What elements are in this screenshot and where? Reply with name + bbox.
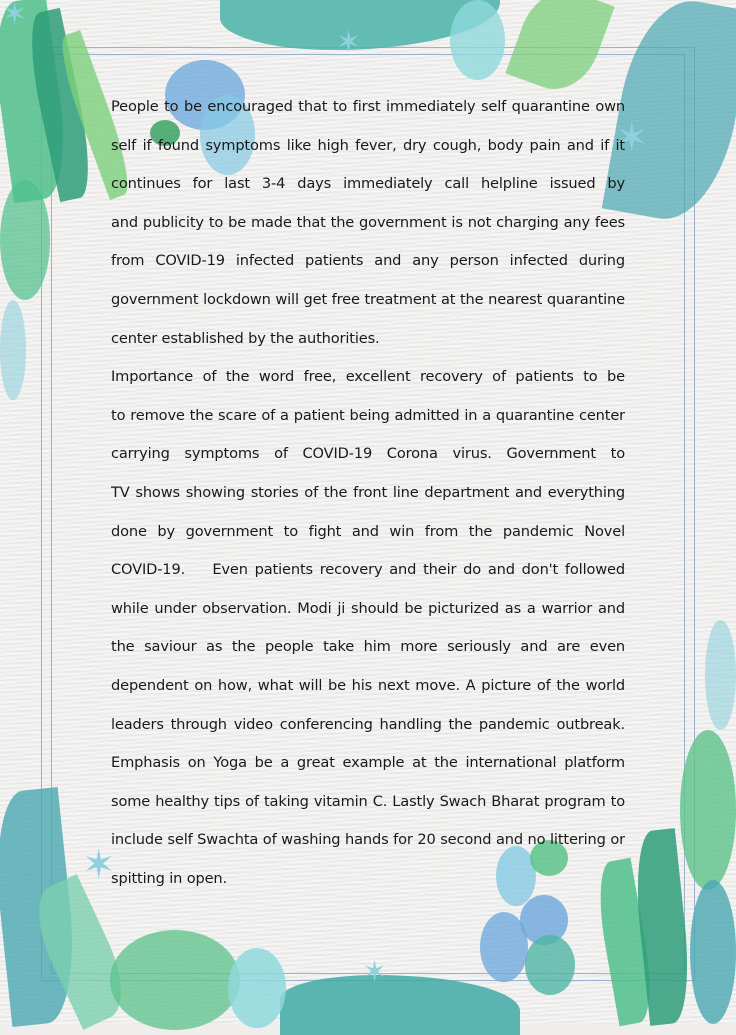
text-line: Importance of the word free, excellent recovery of patients to be xyxy=(111,368,625,386)
paragraph xyxy=(111,88,625,320)
leaf-icon xyxy=(110,930,240,1030)
text-line: dependent on how, what will be his next move. A picture of the world xyxy=(111,676,625,694)
leaf-icon xyxy=(705,620,736,730)
paragraph xyxy=(111,358,625,860)
text-line: carrying symptoms of COVID-19 Corona virus. Government to xyxy=(111,445,625,463)
star-flower-icon: ✶ xyxy=(336,26,362,59)
leaf-icon xyxy=(228,948,286,1028)
text-line: spitting in open. xyxy=(111,869,228,887)
star-flower-icon: ✶ xyxy=(615,116,649,160)
cactus-icon xyxy=(525,935,575,995)
text-line: and publicity to be made that the government is not charging any fees xyxy=(111,213,625,231)
text-line: leaders through video conferencing handling the pandemic outbreak. xyxy=(111,715,625,733)
text-line: some healthy tips of taking vitamin C. Lastly Swach Bharat program to xyxy=(111,792,625,810)
text-line: Emphasis on Yoga be a great example at the international platform xyxy=(111,754,625,772)
paragraph-end xyxy=(111,860,625,899)
text-line: the saviour as the people take him more seriously and are even xyxy=(111,638,625,656)
text-line: self if found symptoms like high fever, dry cough, body pain and if it xyxy=(111,136,625,154)
text-line: TV shows showing stories of the front line department and everything xyxy=(111,483,625,501)
paragraph-end xyxy=(111,320,625,359)
leaf-icon xyxy=(450,0,505,80)
star-flower-icon: ✶ xyxy=(362,956,388,989)
leaf-icon xyxy=(0,300,26,400)
text-line: center established by the authorities. xyxy=(111,329,380,347)
star-flower-icon: ✶ xyxy=(2,0,28,31)
star-flower-icon: ✶ xyxy=(82,843,116,887)
text-line: from COVID-19 infected patients and any person infected during xyxy=(111,252,625,270)
text-line: government lockdown will get free treatment at the nearest quarantine xyxy=(111,290,625,308)
text-line: include self Swachta of washing hands for 20 second and no littering or xyxy=(111,831,625,849)
text-line: continues for last 3-4 days immediately call helpline issued by xyxy=(111,175,625,193)
text-line: while under observation. Modi ji should be picturized as a warrior and xyxy=(111,599,625,617)
leaf-icon xyxy=(0,180,50,300)
text-line: People to be encouraged that to first immediately self quarantine own xyxy=(111,98,625,115)
document-body xyxy=(111,88,625,898)
text-line: to remove the scare of a patient being admitted in a quarantine center xyxy=(111,406,625,424)
text-line: done by government to fight and win from the pandemic Novel xyxy=(111,522,625,540)
leaf-icon xyxy=(680,730,736,890)
text-line: COVID-19. Even patients recovery and their do and don't followed xyxy=(111,561,625,579)
leaf-icon xyxy=(690,880,736,1024)
cactus-icon xyxy=(480,912,528,982)
